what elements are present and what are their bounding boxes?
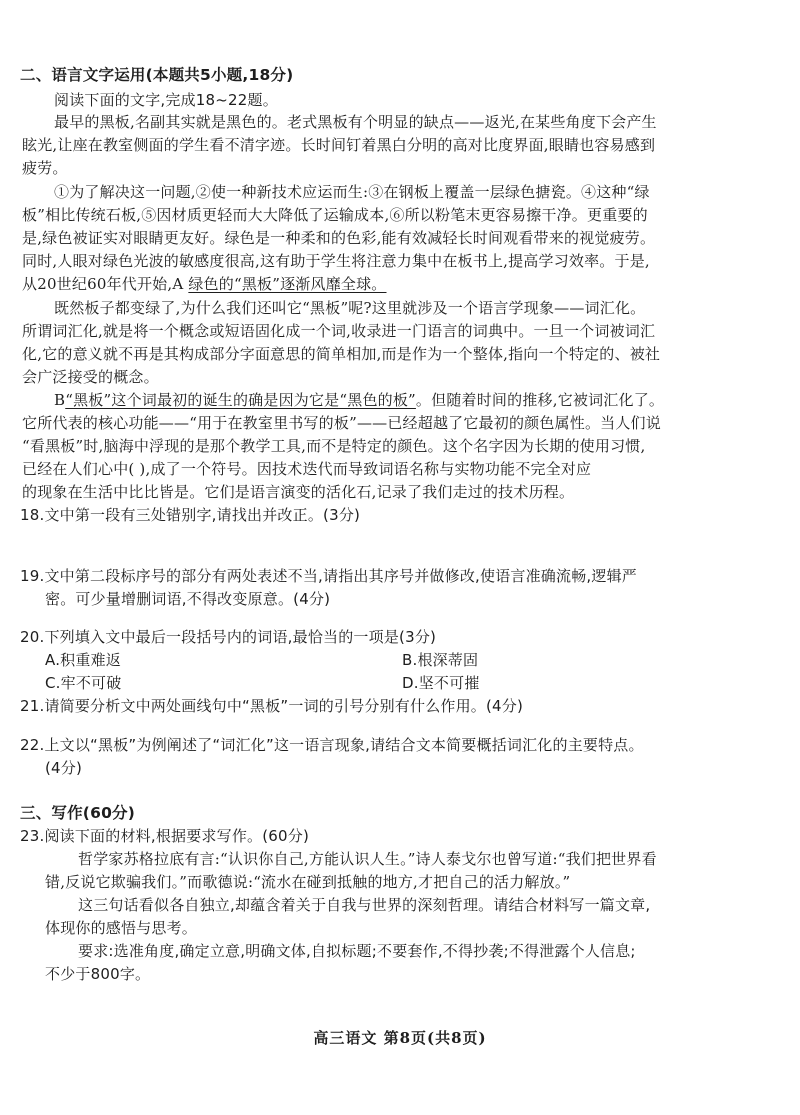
writing-requirements: 要求:选准角度,确定立意,明确文体,自拟标题;不要套作,不得抄袭;不得泄露个人信息; — [78, 942, 636, 960]
question-23: 23.阅读下面的材料,根据要求写作。(60分) — [20, 827, 310, 845]
passage-line: 化,它的意义就不再是其构成部分字面意思的简单相加,而是作为一个整体,指向一个特定的、被社 — [22, 345, 661, 363]
writing-requirements-end: 不少于800字。 — [45, 965, 151, 983]
passage-line-with-underline-a — [22, 275, 387, 293]
underlined-sentence-b: “黑板”这个词最初的诞生的确是因为它是“黑色的板” — [65, 391, 416, 409]
passage-line: 是,绿色被证实对眼睛更友好。绿色是一种柔和的色彩,能有效减轻长时间观看带来的视觉疲劳。 — [22, 229, 656, 247]
question-18: 18.文中第一段有三处错别字,请找出并改正。(3分) — [20, 506, 361, 524]
passage-line: 所谓词汇化,就是将一个概念或短语固化成一个词,收录进一门语言的词典中。一旦一个词被词汇 — [22, 322, 656, 340]
question-21: 21.请简要分析文中两处画线句中“黑板”一词的引号分别有什么作用。(4分) — [20, 697, 524, 715]
section-heading-writing: 三、写作(60分) — [20, 804, 136, 822]
material-line: 哲学家苏格拉底有言:“认识你自己,方能认识人生。”诗人泰戈尔也曾写道:“我们把世界看 — [78, 850, 657, 868]
passage-line: 已经在人们心中( ),成了一个符号。因技术迭代而导致词语名称与实物功能不完全对应 — [22, 460, 592, 478]
material-line: 错,反说它欺骗我们。”而歌德说:“流水在碰到抵触的地方,才把自己的活力解放。” — [45, 873, 571, 891]
passage-line: 同时,人眼对绿色光波的敏感度很高,这有助于学生将注意力集中在板书上,提高学习效率。于是, — [22, 252, 650, 270]
question-22-line-1: 22.上文以“黑板”为例阐述了“词汇化”这一语言现象,请结合文本简要概括词汇化的主要特点。 — [20, 736, 644, 754]
passage-line: 它所代表的核心功能——“用于在教室里书写的板”——已经超越了它最初的颜色属性。当人们说 — [22, 414, 661, 432]
question-22-line-2: (4分) — [45, 759, 83, 777]
passage-line: “看黑板”时,脑海中浮现的是那个教学工具,而不是特定的颜色。这个名字因为长期的使用习惯, — [22, 437, 646, 455]
question-20: 20.下列填入文中最后一段括号内的词语,最恰当的一项是(3分) — [20, 628, 437, 646]
passage-line: ①为了解决这一问题,②使一种新技术应运而生:③在钢板上覆盖一层绿色搪瓷。④这种“绿 — [54, 183, 650, 201]
passage-line: 的现象在生活中比比皆是。它们是语言演变的活化石,记录了我们走过的技术历程。 — [22, 483, 575, 501]
material-line: 这三句话看似各自独立,却蕴含着关于自我与世界的深刻哲理。请结合材料写一篇文章, — [78, 896, 651, 914]
page-footer: 高三语文 第8页(共8页) — [313, 1029, 487, 1047]
reading-instruction: 阅读下面的文字,完成18~22题。 — [54, 91, 278, 109]
passage-line: 疲劳。 — [22, 159, 68, 177]
option-b: B.根深蒂固 — [402, 651, 479, 669]
passage-line-with-underline-b — [54, 391, 664, 409]
option-c: C.牢不可破 — [45, 674, 122, 692]
underline-label-b: B — [54, 391, 66, 409]
underlined-sentence-a: 绿色的“黑板”逐渐风靡全球。 — [188, 275, 387, 293]
underline-label-a: A — [172, 275, 184, 293]
passage-line: 最早的黑板,名副其实就是黑色的。老式黑板有个明显的缺点——返光,在某些角度下会产生 — [54, 113, 657, 131]
passage-text: 。但随着时间的推移,它被词汇化了。 — [415, 391, 665, 409]
passage-line: 眩光,让座在教室侧面的学生看不清字迹。长时间钉着黑白分明的高对比度界面,眼睛也容易感到 — [22, 136, 656, 154]
question-19-line-1: 19.文中第二段标序号的部分有两处表述不当,请指出其序号并做修改,使语言准确流畅,逻辑严 — [20, 567, 637, 585]
passage-text: 从20世纪60年代开始, — [22, 275, 173, 293]
section-heading-language-use: 二、语言文字运用(本题共5小题,18分) — [20, 66, 294, 84]
option-a: A.积重难返 — [45, 651, 121, 669]
passage-line: 会广泛接受的概念。 — [22, 368, 159, 386]
passage-line: 既然板子都变绿了,为什么我们还叫它“黑板”呢?这里就涉及一个语言学现象——词汇化。 — [54, 299, 646, 317]
material-line: 体现你的感悟与思考。 — [45, 919, 198, 937]
passage-line: 板”相比传统石板,⑤因材质更轻而大大降低了运输成本,⑥所以粉笔末更容易擦干净。更重要的 — [22, 206, 648, 224]
question-19-line-2: 密。可少量增删词语,不得改变原意。(4分) — [45, 590, 331, 608]
option-d: D.坚不可摧 — [402, 674, 480, 692]
